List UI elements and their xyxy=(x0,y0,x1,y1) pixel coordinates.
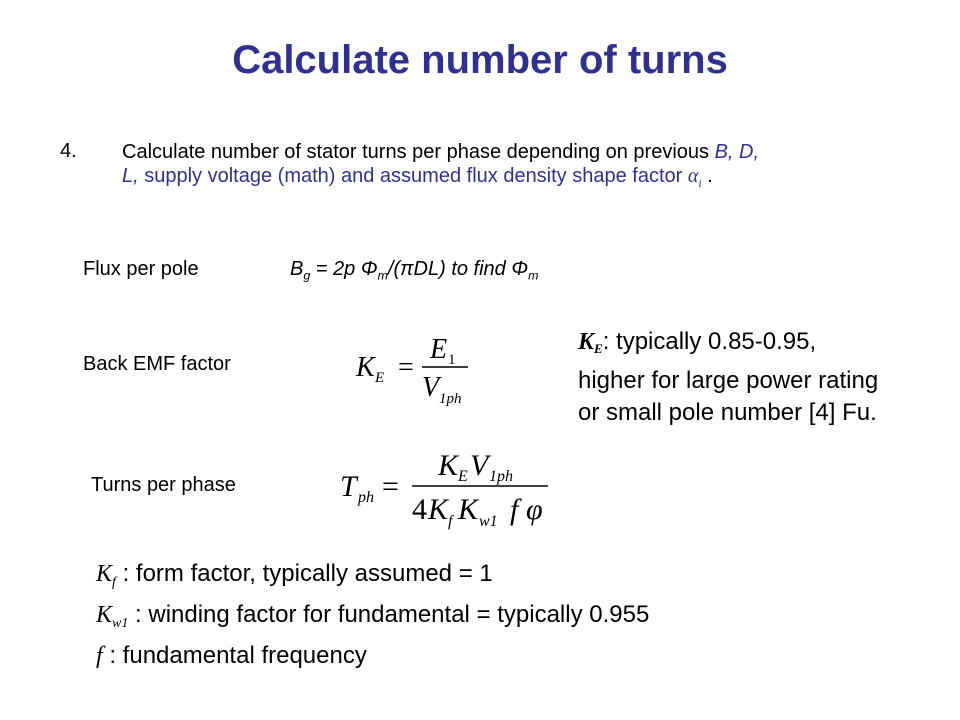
turns-num-K-sub: E xyxy=(458,468,468,485)
emf-formula xyxy=(350,326,480,414)
definition-f-symbol: f xyxy=(96,643,103,669)
emf-V-sub: 1ph xyxy=(439,391,462,407)
step-line-1 xyxy=(122,140,902,164)
alpha-symbol: α xyxy=(687,165,699,187)
turns-den-K-sub: f xyxy=(448,513,453,530)
flux-B: B xyxy=(290,258,304,280)
turns-num-V: V xyxy=(470,449,489,482)
turns-den-f: f xyxy=(510,493,519,526)
slide-title: Calculate number of turns xyxy=(232,38,728,82)
flux-B-sub: g xyxy=(303,268,311,283)
step-end: . xyxy=(701,165,713,187)
emf-E: E xyxy=(430,334,448,365)
flux-mid: = 2p Φ xyxy=(310,258,378,280)
step-number: 4. xyxy=(60,140,77,162)
definition-kf-text: : form factor, typically assumed = 1 xyxy=(115,560,493,587)
definition-kf xyxy=(96,558,649,599)
turns-T: T xyxy=(340,470,357,503)
flux-equation xyxy=(290,258,538,282)
flux-phi-sub: m xyxy=(377,268,388,283)
ke-note-K-sub: E xyxy=(594,341,603,356)
ke-note-text-1: : typically 0.85-0.95, xyxy=(602,328,817,355)
flux-rest: /(πDL) to find Φ xyxy=(387,258,529,280)
emf-eq: = xyxy=(398,352,414,383)
flux-phi2-sub: m xyxy=(528,268,539,283)
turns-eq: = xyxy=(382,470,399,503)
definition-f-text: : fundamental frequency xyxy=(102,642,367,669)
definition-f xyxy=(96,640,649,672)
emf-E-sub: 1 xyxy=(448,352,456,368)
ke-note-line-1 xyxy=(578,326,938,365)
turns-num-V-sub: 1ph xyxy=(489,468,513,485)
definition-kf-symbol: K xyxy=(96,561,113,587)
definition-kw1-text: : winding factor for fundamental = typically 0.955 xyxy=(128,601,650,628)
turns-label: Turns per phase xyxy=(91,474,236,496)
flux-label: Flux per pole xyxy=(83,258,199,280)
turns-den-K: K xyxy=(428,493,449,526)
definition-kw1-symbol: K xyxy=(96,602,113,628)
alpha-subscript: i xyxy=(698,176,702,190)
turns-den-phi: φ xyxy=(526,493,543,526)
ke-note-K: K xyxy=(578,329,595,355)
step-variables-bd: B, D, xyxy=(714,141,760,163)
emf-K: K xyxy=(356,352,375,383)
step-line-1-text: Calculate number of stator turns per phase depending on previous xyxy=(122,141,715,163)
turns-num-K: K xyxy=(438,449,459,482)
ke-note-line-2: higher for large power rating xyxy=(578,367,879,394)
step-line-2 xyxy=(122,164,902,195)
turns-T-sub: ph xyxy=(358,489,374,506)
definition-kw1 xyxy=(96,599,649,640)
definition-kw1-sub: w1 xyxy=(112,616,129,631)
step-text xyxy=(122,140,902,195)
turns-den-K2: K xyxy=(458,493,479,526)
step-variable-l: L, xyxy=(122,165,139,187)
definition-kf-sub: f xyxy=(112,575,116,590)
emf-label: Back EMF factor xyxy=(83,353,231,375)
turns-formula xyxy=(334,440,554,532)
ke-note xyxy=(578,326,938,429)
turns-den-K2-sub: w1 xyxy=(479,513,498,530)
emf-V: V xyxy=(422,372,440,403)
emf-K-sub: E xyxy=(375,370,385,386)
ke-note-line-3: or small pole number [4] Fu. xyxy=(578,399,877,426)
definitions-list xyxy=(96,558,649,672)
turns-den-4: 4 xyxy=(412,493,427,526)
step-line-2-text: supply voltage (math) and assumed flux density shape factor xyxy=(138,165,688,187)
